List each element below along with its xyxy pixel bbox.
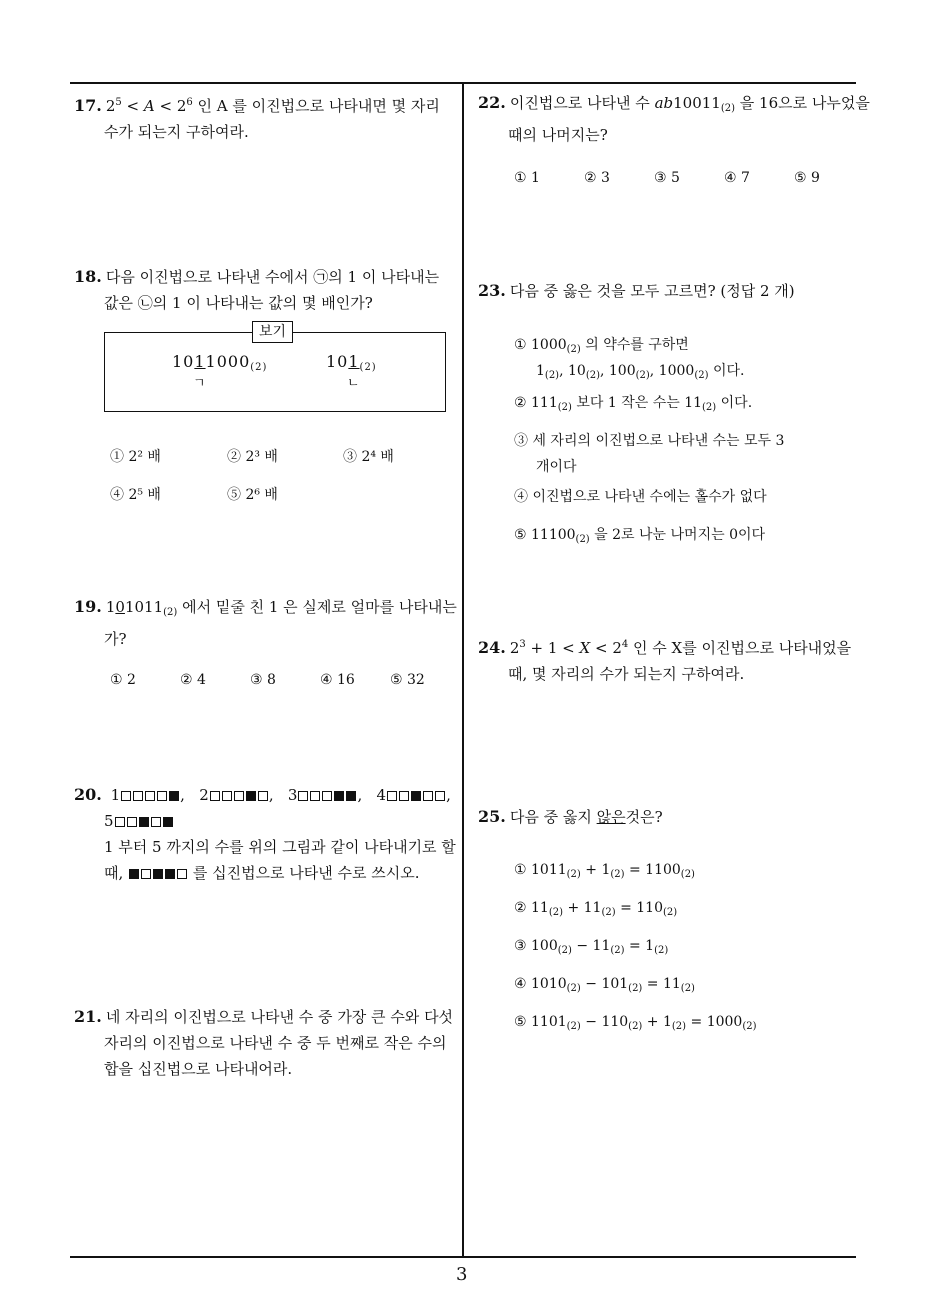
question-text: 다음 중 옳지 <box>509 808 592 826</box>
square-code-target <box>128 864 188 882</box>
question-18 <box>74 264 458 316</box>
option[interactable]: ⑤ 9 <box>794 170 820 186</box>
option-3-cont: 개이다 <box>536 459 577 475</box>
option[interactable]: ③ 8 <box>250 672 276 688</box>
option[interactable]: ④ 7 <box>724 170 750 186</box>
option-text: 이다. <box>712 363 745 379</box>
option[interactable]: ⑤ 32 <box>390 672 425 688</box>
option-text: ① 1000 <box>514 337 567 353</box>
question-text: 인 A 를 이진법으로 나타내면 몇 자리 <box>197 97 440 115</box>
binary-number-2: $101_{(2)}$ <box>326 352 377 373</box>
option-1[interactable]: ① $1000_{(2)}$ 의 약수를 구하면 <box>514 337 689 355</box>
option-1[interactable]: ① $1011_{(2)} + 1_{(2)} = 1100_{(2)}$ <box>514 862 695 880</box>
question-text: 때, <box>104 864 124 882</box>
question-25 <box>478 804 862 830</box>
square-code-1: 1 , <box>110 786 185 804</box>
question-text: 값은 ㉡의 1 이 나타내는 값의 몇 배인가? <box>104 294 373 312</box>
square-code-3: 3 , <box>287 786 363 804</box>
option[interactable]: ④ 2⁵ 배 <box>110 487 161 503</box>
question-21 <box>74 1004 458 1082</box>
emphasis-not: 않은 <box>596 808 626 826</box>
question-number: 17. <box>74 96 102 115</box>
option[interactable]: ④ 16 <box>320 672 355 688</box>
question-text: 다음 이진법으로 나타낸 수에서 ㉠의 1 이 나타내는 <box>105 268 440 286</box>
option-2[interactable]: ② $11_{(2)} + 11_{(2)} = 110_{(2)}$ <box>514 900 678 918</box>
option-text: 이다. <box>720 395 753 411</box>
question-number: 24. <box>478 638 506 657</box>
option[interactable]: ② 2³ 배 <box>227 449 278 465</box>
option-3[interactable]: ③ $100_{(2)} - 11_{(2)} = 1_{(2)}$ <box>514 938 669 956</box>
option[interactable]: ① 1 <box>514 170 540 186</box>
question-19: 19. $101011_{(2)}$ 에서 밑줄 친 1 은 실제로 얼마를 나타내는 가? <box>74 594 458 652</box>
option-5[interactable]: ⑤ $11100_{(2)}$ 을 2로 나눈 나머지는 0이다 <box>514 527 766 545</box>
option-text: 의 약수를 구하면 <box>585 337 689 353</box>
question-text: 을 16으로 나누었을 <box>739 94 870 112</box>
option-4[interactable]: ④ $1010_{(2)} - 101_{(2)} = 11_{(2)}$ <box>514 976 695 994</box>
question-text: 것은? <box>625 808 663 826</box>
question-22: 22. 이진법으로 나타낸 수 $ab10011_{(2)}$ 을 16으로 나누었을 때의 나머지는? <box>478 90 862 148</box>
example-box <box>104 332 446 412</box>
option[interactable]: ⑤ 2⁶ 배 <box>227 487 278 503</box>
option-text: ⑤ 11100 <box>514 527 576 543</box>
option-text: ② 111 <box>514 395 558 411</box>
option-text: 보다 1 작은 수는 11 <box>576 395 703 411</box>
question-23 <box>478 278 862 304</box>
question-24: 24. $2^3 + 1 < X < 2^4$ 인 수 X를 이진법으로 나타내었을 때, 몇 자리의 수가 되는지 구하여라. <box>478 632 862 687</box>
option-1-cont: $1_{(2)}$, $10_{(2)}$, $100_{(2)}$, $1000_{(2)}$ 이다. <box>536 363 745 381</box>
question-number: 18. <box>74 267 102 286</box>
question-17: 17. $2^5 < A < 2^6$ 인 A 를 이진법으로 나타내면 몇 자리 수가 되는지 구하여라. <box>74 90 458 145</box>
question-text: 를 십진법으로 나타낸 수로 쓰시오. <box>192 864 420 882</box>
option-3[interactable]: ③ 세 자리의 이진법으로 나타낸 수는 모두 3 <box>514 433 785 449</box>
question-text: 1 부터 5 까지의 수를 위의 그림과 같이 나타내기로 할 <box>104 838 456 856</box>
question-text: 다음 중 옳은 것을 모두 고르면? (정답 2 개) <box>509 282 795 300</box>
question-text: 합을 십진법으로 나타내어라. <box>104 1060 293 1078</box>
option[interactable]: ③ 2⁴ 배 <box>343 449 394 465</box>
page-number: 3 <box>456 1264 468 1285</box>
option-5[interactable]: ⑤ $1101_{(2)} - 110_{(2)} + 1_{(2)} = 1000_{(2)}$ <box>514 1014 757 1032</box>
square-code-4: 4 , <box>376 786 451 804</box>
question-text: 수가 되는지 구하여라. <box>104 123 249 141</box>
option[interactable]: ② 4 <box>180 672 206 688</box>
marker-nieun: ㄴ <box>347 376 360 391</box>
option[interactable]: ③ 5 <box>654 170 680 186</box>
question-number: 20. <box>74 785 102 804</box>
option[interactable]: ① 2² 배 <box>110 449 161 465</box>
question-number: 23. <box>478 281 506 300</box>
question-text: 이진법으로 나타낸 수 <box>509 94 650 112</box>
question-20 <box>74 782 458 886</box>
question-text: 인 수 X를 이진법으로 나타내었을 <box>633 639 852 657</box>
option-4[interactable]: ④ 이진법으로 나타낸 수에는 홀수가 없다 <box>514 489 767 505</box>
option-text: 을 2로 나눈 나머지는 0이다 <box>594 527 766 543</box>
question-text: 가? <box>104 630 127 648</box>
column-divider <box>462 82 464 1258</box>
option[interactable]: ① 2 <box>110 672 136 688</box>
example-box-label: 보기 <box>252 321 293 343</box>
question-number: 25. <box>478 807 506 826</box>
question-text: 때의 나머지는? <box>508 126 608 144</box>
question-number: 21. <box>74 1007 102 1026</box>
question-text: 자리의 이진법으로 나타낸 수 중 두 번째로 작은 수의 <box>104 1034 447 1052</box>
question-number: 19. <box>74 597 102 616</box>
binary-number-1: $1011000_{(2)}$ <box>172 352 268 373</box>
option-2[interactable]: ② $111_{(2)}$ 보다 1 작은 수는 $11_{(2)}$ 이다. <box>514 395 753 413</box>
question-text: 에서 밑줄 친 1 은 실제로 얼마를 나타내는 <box>182 598 457 616</box>
question-text: 네 자리의 이진법으로 나타낸 수 중 가장 큰 수와 다섯 <box>105 1008 454 1026</box>
question-number: 22. <box>478 93 506 112</box>
square-code-5: 5 <box>74 808 458 834</box>
question-text: 때, 몇 자리의 수가 되는지 구하여라. <box>508 665 745 683</box>
marker-giyeok: ㄱ <box>193 376 206 391</box>
bottom-rule <box>70 1256 856 1258</box>
option[interactable]: ② 3 <box>584 170 610 186</box>
square-code-2: 2 , <box>199 786 274 804</box>
